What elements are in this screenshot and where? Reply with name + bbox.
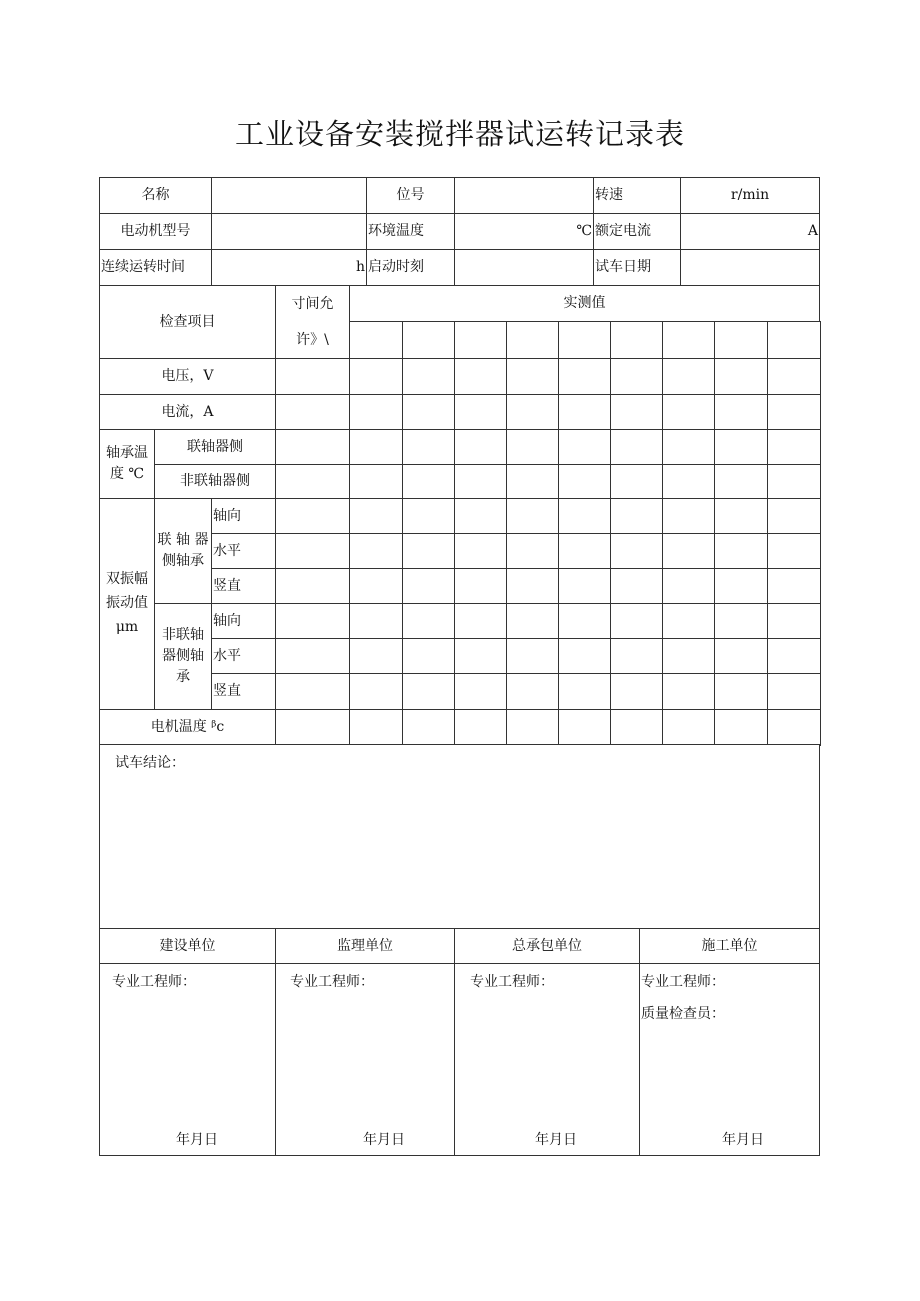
measured-value-cell[interactable] — [767, 533, 821, 569]
measured-value-cell[interactable] — [506, 429, 559, 465]
allowed-value-cell[interactable] — [275, 533, 350, 569]
test-date-field[interactable] — [680, 249, 820, 286]
non-coupling-vertical-label: 竖直 — [211, 673, 276, 710]
speed-unit: r/min — [730, 187, 770, 203]
speed-label: 转速 — [593, 177, 681, 214]
date-label-4: 年月日 — [722, 1132, 764, 1148]
signoff-supervision-unit: 监理单位 — [275, 928, 455, 964]
name-label: 名称 — [99, 177, 212, 214]
measured-value-cell[interactable] — [454, 429, 507, 465]
measured-value-cell[interactable] — [402, 533, 455, 569]
measured-value-cell[interactable] — [454, 464, 507, 499]
measured-value-cell[interactable] — [558, 429, 611, 465]
rated-current-unit: A — [807, 223, 818, 239]
date-label-3: 年月日 — [535, 1132, 577, 1148]
measured-value-cell[interactable] — [349, 358, 403, 395]
measured-value-cell[interactable] — [506, 498, 559, 534]
measured-value-cell[interactable] — [506, 638, 559, 674]
measured-value-cell[interactable] — [662, 498, 715, 534]
signoff-general-contractor: 总承包单位 — [454, 928, 640, 964]
measured-value-cell[interactable] — [610, 533, 663, 569]
measured-value-cell[interactable] — [506, 394, 559, 430]
measured-value-cell[interactable] — [454, 394, 507, 430]
measured-value-cell[interactable] — [506, 568, 559, 604]
measured-value-cell[interactable] — [402, 603, 455, 639]
signoff-construction-unit: 建设单位 — [99, 928, 276, 964]
measured-value-cell[interactable] — [558, 603, 611, 639]
allowed-value-cell[interactable] — [275, 568, 350, 604]
allowed-value-cell[interactable] — [275, 498, 350, 534]
measured-value-cell[interactable] — [767, 568, 821, 604]
allowed-value-cell[interactable] — [275, 638, 350, 674]
start-time-label: 启动时刻 — [366, 249, 455, 286]
measured-value-cell[interactable] — [662, 603, 715, 639]
measured-value-cell[interactable] — [610, 498, 663, 534]
signoff-box-installation[interactable] — [639, 963, 820, 1156]
measured-value-cell[interactable] — [506, 709, 559, 746]
measured-value-cell[interactable] — [506, 533, 559, 569]
ambient-temp-label: 环境温度 — [366, 213, 455, 250]
engineer-label-3: 专业工程师： — [470, 974, 554, 990]
speed-field[interactable] — [680, 177, 820, 214]
measured-value-cell[interactable] — [454, 498, 507, 534]
measured-subheader-cell — [662, 321, 715, 359]
measured-value-cell[interactable] — [349, 709, 403, 746]
measured-header: 实测值 — [349, 285, 820, 322]
measured-value-cell[interactable] — [349, 464, 403, 499]
measured-value-cell[interactable] — [506, 673, 559, 710]
engineer-label-1: 专业工程师： — [112, 974, 196, 990]
measured-value-cell[interactable] — [454, 603, 507, 639]
coupling-side-label: 联轴器侧 — [154, 429, 276, 465]
measured-value-cell[interactable] — [506, 464, 559, 499]
measured-value-cell[interactable] — [714, 394, 768, 430]
non-coupling-axial-label: 轴向 — [211, 603, 276, 639]
measured-value-cell[interactable] — [454, 358, 507, 395]
measured-value-cell[interactable] — [349, 394, 403, 430]
measured-value-cell[interactable] — [767, 464, 821, 499]
measured-subheader-cell — [714, 321, 768, 359]
measured-value-cell[interactable] — [402, 709, 455, 746]
measured-value-cell[interactable] — [558, 638, 611, 674]
measured-value-cell[interactable] — [767, 394, 821, 430]
measured-value-cell[interactable] — [662, 673, 715, 710]
measured-value-cell[interactable] — [610, 638, 663, 674]
allowed-value-cell[interactable] — [275, 358, 350, 395]
coupling-vertical-label: 竖直 — [211, 568, 276, 604]
measured-value-cell[interactable] — [662, 533, 715, 569]
engineer-label-4: 专业工程师： — [641, 974, 725, 990]
measured-subheader-cell — [558, 321, 611, 359]
measured-value-cell[interactable] — [714, 429, 768, 465]
date-label-2: 年月日 — [363, 1132, 405, 1148]
measured-value-cell[interactable] — [662, 709, 715, 746]
non-coupling-horizontal-label: 水平 — [211, 638, 276, 674]
measured-value-cell[interactable] — [349, 429, 403, 465]
measured-value-cell[interactable] — [610, 603, 663, 639]
conclusion-box[interactable] — [99, 744, 820, 929]
allowed-value-cell[interactable] — [275, 394, 350, 430]
run-time-unit: h — [355, 259, 365, 275]
measured-value-cell[interactable] — [610, 673, 663, 710]
motor-temp-label: 电机温度 ᵝc — [99, 709, 276, 745]
date-label-1: 年月日 — [176, 1132, 218, 1148]
measured-value-cell[interactable] — [767, 673, 821, 710]
signoff-installation-unit: 施工单位 — [639, 928, 820, 964]
signoff-box-construction[interactable] — [99, 963, 276, 1156]
measured-value-cell[interactable] — [558, 568, 611, 604]
measured-value-cell[interactable] — [558, 709, 611, 746]
measured-value-cell[interactable] — [506, 603, 559, 639]
measured-value-cell[interactable] — [714, 638, 768, 674]
measured-value-cell[interactable] — [558, 464, 611, 499]
measured-value-cell[interactable] — [662, 358, 715, 395]
measured-value-cell[interactable] — [610, 358, 663, 395]
measured-subheader-cell — [454, 321, 507, 359]
measured-value-cell[interactable] — [767, 429, 821, 465]
rated-current-field[interactable] — [680, 213, 820, 250]
measured-value-cell[interactable] — [714, 568, 768, 604]
measured-value-cell[interactable] — [662, 394, 715, 430]
allowed-value-cell[interactable] — [275, 673, 350, 710]
inspector-label: 质量检查员： — [641, 1006, 725, 1022]
run-time-label: 连续运转时间 — [99, 249, 212, 286]
non-coupling-bearing-label: 非联轴 器侧轴 承 — [154, 603, 212, 710]
measured-value-cell[interactable] — [402, 673, 455, 710]
coupling-axial-label: 轴向 — [211, 498, 276, 534]
measured-value-cell[interactable] — [349, 638, 403, 674]
current-label: 电流，A — [99, 394, 276, 430]
engineer-label-2: 专业工程师： — [290, 974, 374, 990]
measured-value-cell[interactable] — [558, 673, 611, 710]
measured-value-cell[interactable] — [714, 709, 768, 746]
measured-value-cell[interactable] — [454, 533, 507, 569]
measured-value-cell[interactable] — [610, 429, 663, 465]
voltage-label: 电压，V — [99, 358, 276, 395]
measured-value-cell[interactable] — [610, 568, 663, 604]
bearing-temp-label: 轴承温 度 ℃ — [99, 429, 155, 499]
measured-value-cell[interactable] — [662, 464, 715, 499]
measured-value-cell[interactable] — [454, 568, 507, 604]
measured-value-cell[interactable] — [767, 498, 821, 534]
measured-value-cell[interactable] — [767, 358, 821, 395]
measured-value-cell[interactable] — [402, 498, 455, 534]
page-title: 工业设备安装搅拌器试运转记录表 — [234, 117, 685, 151]
measured-value-cell[interactable] — [349, 533, 403, 569]
measured-value-cell[interactable] — [767, 603, 821, 639]
measured-value-cell[interactable] — [558, 533, 611, 569]
ambient-temp-unit: ℃ — [576, 223, 592, 239]
measured-value-cell[interactable] — [402, 464, 455, 499]
measured-value-cell[interactable] — [767, 709, 821, 746]
measured-value-cell[interactable] — [402, 429, 455, 465]
name-field[interactable] — [211, 177, 367, 214]
measured-value-cell[interactable] — [610, 709, 663, 746]
measured-value-cell[interactable] — [558, 498, 611, 534]
rated-current-label: 额定电流 — [593, 213, 681, 250]
test-date-label: 试车日期 — [593, 249, 681, 286]
position-field[interactable] — [454, 177, 594, 214]
vibration-label: 双振幅 振动值 μm — [99, 498, 155, 710]
measured-value-cell[interactable] — [610, 464, 663, 499]
run-time-field[interactable] — [211, 249, 367, 286]
motor-model-field[interactable] — [211, 213, 367, 250]
measured-value-cell[interactable] — [610, 394, 663, 430]
position-label: 位号 — [366, 177, 455, 214]
measured-subheader-cell — [610, 321, 663, 359]
measured-value-cell[interactable] — [714, 464, 768, 499]
measured-value-cell[interactable] — [402, 358, 455, 395]
allowed-line-1: 寸间允 — [291, 295, 334, 312]
measured-value-cell[interactable] — [506, 358, 559, 395]
measured-value-cell[interactable] — [662, 568, 715, 604]
measured-value-cell[interactable] — [454, 673, 507, 710]
allowed-value-cell[interactable] — [275, 603, 350, 639]
measured-value-cell[interactable] — [714, 358, 768, 395]
measured-value-cell[interactable] — [714, 673, 768, 710]
measured-value-cell[interactable] — [349, 568, 403, 604]
non-coupling-side-label: 非联轴器侧 — [154, 464, 276, 499]
measured-value-cell[interactable] — [402, 394, 455, 430]
measured-value-cell[interactable] — [349, 498, 403, 534]
coupling-horizontal-label: 水平 — [211, 533, 276, 569]
measured-subheader-cell — [349, 321, 403, 359]
check-item-header: 检查项目 — [99, 285, 276, 359]
signoff-box-general-contractor[interactable] — [454, 963, 640, 1156]
measured-value-cell[interactable] — [349, 673, 403, 710]
measured-value-cell[interactable] — [558, 394, 611, 430]
motor-model-label: 电动机型号 — [99, 213, 212, 250]
measured-value-cell[interactable] — [767, 638, 821, 674]
measured-value-cell[interactable] — [454, 638, 507, 674]
measured-subheader-cell — [506, 321, 559, 359]
measured-value-cell[interactable] — [558, 358, 611, 395]
start-time-field[interactable] — [454, 249, 594, 286]
allowed-value-cell[interactable] — [275, 429, 350, 465]
measured-value-cell[interactable] — [714, 533, 768, 569]
measured-value-cell[interactable] — [714, 603, 768, 639]
measured-value-cell[interactable] — [662, 429, 715, 465]
coupling-bearing-label: 联 轴 器 侧轴承 — [154, 498, 212, 604]
signoff-box-supervision[interactable] — [275, 963, 455, 1156]
allowed-line-2: 许》\ — [296, 331, 329, 348]
measured-value-cell[interactable] — [714, 498, 768, 534]
measured-value-cell[interactable] — [454, 709, 507, 746]
allowed-value-header — [275, 285, 350, 359]
ambient-temp-field[interactable] — [454, 213, 594, 250]
conclusion-label: 试车结论： — [115, 755, 185, 771]
measured-value-cell[interactable] — [662, 638, 715, 674]
measured-subheader-cell — [402, 321, 455, 359]
measured-value-cell[interactable] — [402, 568, 455, 604]
allowed-value-cell[interactable] — [275, 709, 350, 746]
measured-subheader-cell — [767, 321, 821, 359]
measured-value-cell[interactable] — [402, 638, 455, 674]
allowed-value-cell[interactable] — [275, 464, 350, 499]
measured-value-cell[interactable] — [349, 603, 403, 639]
